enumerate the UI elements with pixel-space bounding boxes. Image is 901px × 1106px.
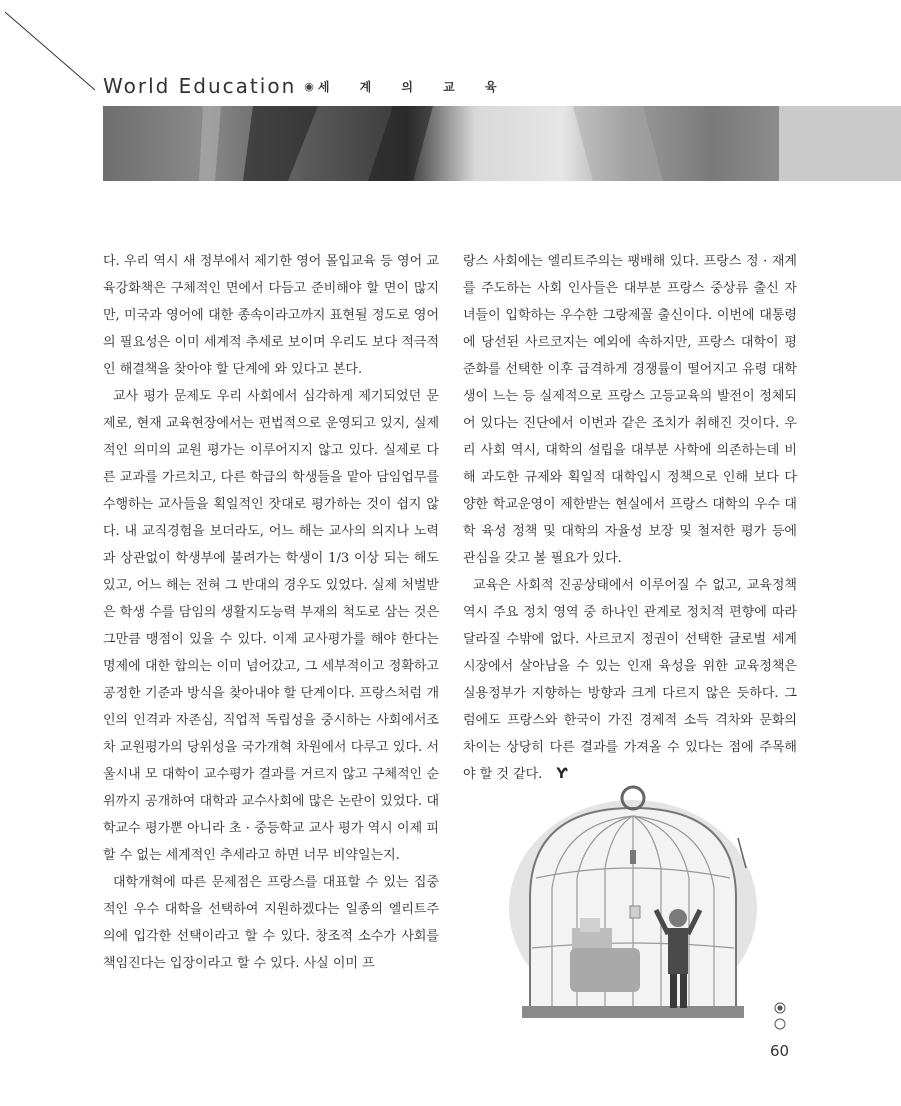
section-header (103, 74, 503, 98)
header-title: World Education (103, 74, 297, 98)
bullet-filled-circle-icon (774, 1002, 786, 1014)
paragraph: 대학개혁에 따른 문제점은 프랑스를 대표할 수 있는 집중적인 우수 대학을 선택하여 지원하겠다는 일종의 엘리트주의에 입각한 선택이라고 할 수 있다. 창조적 소수가 사회를 책임진다는 입장이라고 할 수 있다. 사실 이미 프 (103, 875, 439, 971)
paragraph-text: 교육은 사회적 진공상태에서 이루어질 수 없고, 교육정책 역시 주요 정치 영역 중 하나인 관계로 정치적 편향에 따라 달라질 수밖에 없다. 사르코지 정권이 선택한 글로벌 세계시장에서 살아남을 수 있는 인재 육성을 위한 교육정책은 실용정부가 지향하는 방향과 크게 다르지 않은 듯하다. 그럼에도 프랑스와 한국이 가진 경제적 소득 격차와 문화의 차이는 상당히 다른 결과를 가져올 수 있다는 점에 주목해야 할 것 같다. (463, 578, 797, 782)
paragraph: 랑스 사회에는 엘리트주의는 팽배해 있다. 프랑스 정 · 재계를 주도하는 사회 인사들은 대부분 프랑스 중상류 출신 자녀들이 입학하는 우수한 그랑제꼴 출신이다. 이번에 대통령에 당선된 사르코지는 예외에 속하지만, 프랑스 대학이 평준화를 선택한 이후 급격하게 경쟁률이 떨어지고 유령 대학생이 느는 등 실제적으로 프랑스 고등교육의 발전이 정체되어 있다는 진단에서 이번과 같은 조치가 취해진 것이다. 우리 사회 역시, 대학의 설립을 대부분 사학에 의존하는데 비해 과도한 규제와 획일적 대학입시 정책으로 인해 보다 다양한 학교운영이 제한받는 현실에서 프랑스 대학의 우수 대학 육성 정책 및 대학의 자율성 보장 및 철저한 평가 등에 관심을 갖고 볼 필요가 있다. (463, 254, 797, 566)
end-mark-icon: Ƴ (556, 766, 568, 782)
bullet-empty-circle-icon (774, 1018, 786, 1030)
birdcage-illustration (502, 778, 764, 1022)
paragraph: 교사 평가 문제도 우리 사회에서 심각하게 제기되었던 문제로, 현재 교육현장에서는 편법적으로 운영되고 있지, 실제적인 의미의 교원 평가는 이루어지지 않고 있다. 실제로 다른 교과를 가르치고, 다른 학급의 학생들을 맡아 담임업무를 수행하는 교사들을 획일적인 잣대로 평가하는 것이 쉽지 않다. 내 교직경험을 보더라도, 어느 해는 교사의 의지나 노력과 상관없이 학생부에 불려가는 학생이 1/3 이상 되는 해도 있고, 어느 해는 전혀 그 반대의 경우도 있었다. 실제 처벌받은 학생 수를 담임의 생활지도능력 부재의 척도로 삼는 것은 그만큼 맹점이 있을 수 있다. 이제 교사평가를 해야 한다는 명제에 대한 합의는 이미 넘어갔고, 그 세부적이고 정확하고 공정한 기준과 방식을 찾아내야 할 단계이다. 프랑스처럼 개인의 인격과 자존심, 직업적 독립성을 중시하는 사회에서조차 교원평가의 당위성을 국가개혁 차원에서 다루고 있다. 서울시내 모 대학이 교수평가 결과를 거르지 않고 구체적인 순위까지 공개하여 대학과 교수사회에 많은 논란이 있었다. 대학교수 평가뿐 아니라 초 · 중등학교 교사 평가 역시 이제 피할 수 없는 세계적인 추세라고 하면 너무 비약일는지. (103, 389, 439, 863)
article-column-left (103, 248, 439, 977)
paragraph-final (463, 572, 797, 788)
header-subtitle: 세 계 의 교 육 (317, 79, 503, 94)
bullet-circle-icon: ◉ (304, 79, 314, 93)
corner-diagonal-line (0, 0, 110, 100)
article-column-right (463, 248, 797, 788)
page-number: 60 (770, 1042, 790, 1060)
paragraph: 다. 우리 역시 새 정부에서 제기한 영어 몰입교육 등 영어 교육강화책은 구체적인 면에서 다듬고 준비해야 할 면이 많지만, 미국과 영어에 대한 종속이라고까지 표현될 정도로 영어의 필요성은 이미 세계적 추세로 보이며 우리도 보다 적극적인 해결책을 찾아야 할 단계에 와 있다고 본다. (103, 254, 439, 377)
banner-flag-photo (103, 106, 901, 181)
